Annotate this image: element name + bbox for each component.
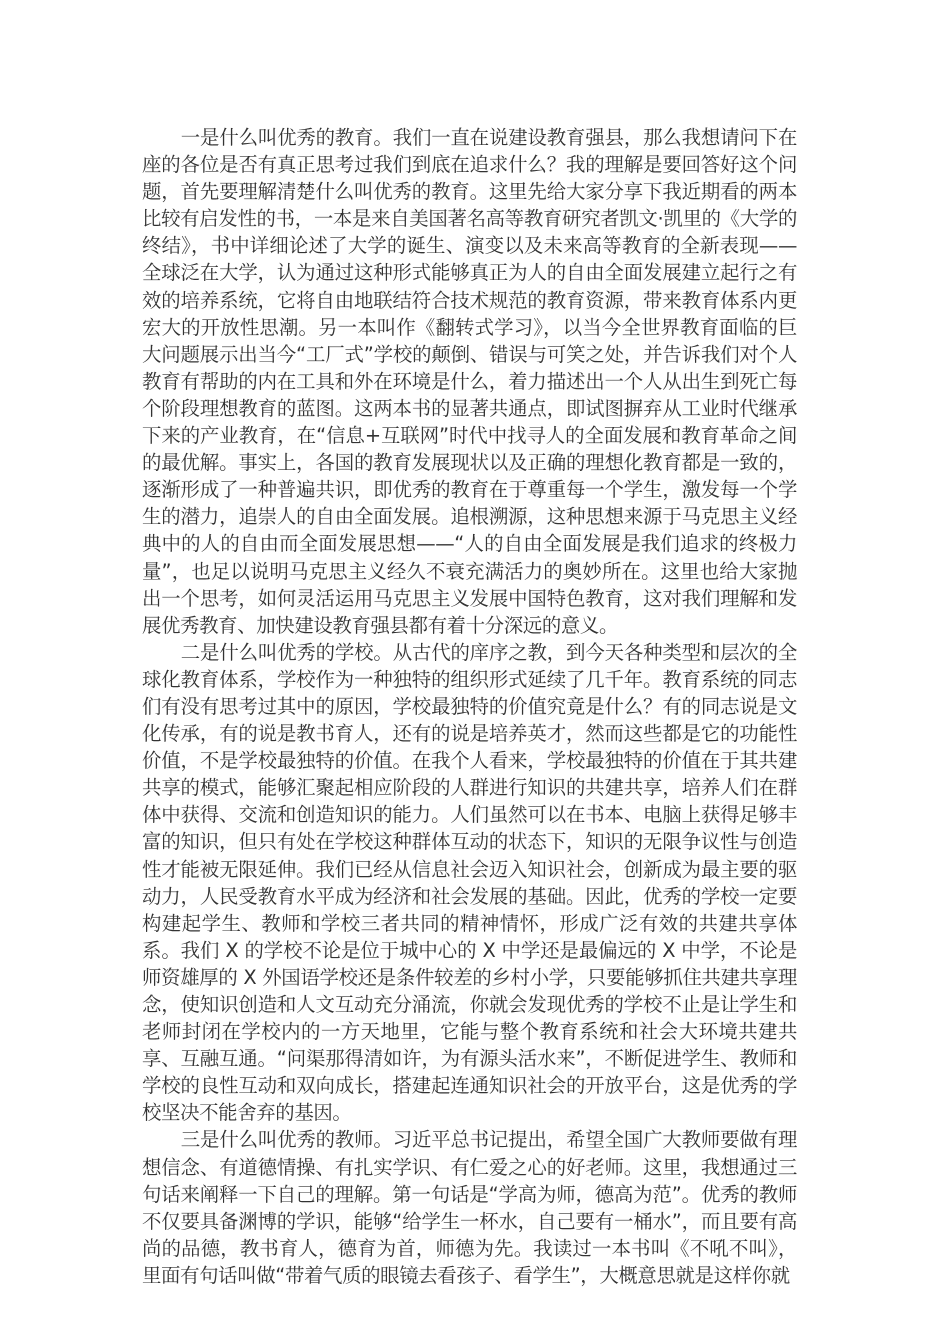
- paragraph-excellent-education: 一是什么叫优秀的教育。我们一直在说建设教育强县，那么我想请问下在座的各位是否有真正思考过我们到底在追求什么？我的理解是要回答好这个问题，首先要理解清楚什么叫优秀的教育。这里先给大家分享下我近期看的两本比较有启发性的书，一本是来自美国著名高等教育研究者凯文·凯里的《大学的终结》，书中详细论述了大学的诞生、演变以及未来高等教育的全新表现——全球泛在大学，认为通过这种形式能够真正为人的自由全面发展建立起行之有效的培养系统，它将自由地联结符合技术规范的教育资源，带来教育体系内更宏大的开放性思潮。另一本叫作《翻转式学习》，以当今全世界教育面临的巨大问题展示出当今“工厂式”学校的颠倒、错误与可笑之处，并告诉我们对个人教育有帮助的内在工具和外在环境是什么，着力描述出一个人从出生到死亡每个阶段理想教育的蓝图。这两本书的显著共通点，即试图摒弃从工业时代继承下来的产业教育，在“信息+互联网”时代中找寻人的全面发展和教育革命之间的最优解。事实上，各国的教育发展现状以及正确的理想化教育都是一致的，逐渐形成了一种普遍共识，即优秀的教育在于尊重每一个学生，激发每一个学生的潜力，追崇人的自由全面发展。追根溯源，这种思想来源于马克思主义经典中的人的自由而全面发展思想——“人的自由全面发展是我们追求的终极力量”，也足以说明马克思主义经久不衰充满活力的奥妙所在。这里也给大家抛出一个思考，如何灵活运用马克思主义发展中国特色教育，这对我们理解和发展优秀教育、加快建设教育强县都有着十分深远的意义。: [142, 126, 797, 637]
- document-page: [142, 124, 797, 1289]
- paragraph-excellent-school: 二是什么叫优秀的学校。从古代的庠序之教，到今天各种类型和层次的全球化教育体系，学校作为一种独特的组织形式延续了几千年。教育系统的同志们有没有思考过其中的原因，学校最独特的价值究竟是什么？有的同志说是文化传承，有的说是教书育人，还有的说是培养英才，然而这些都是它的功能性价值，不是学校最独特的价值。在我个人看来，学校最独特的价值在于其共建共享的模式，能够汇聚起相应阶段的人群进行知识的共建共享，培养人们在群体中获得、交流和创造知识的能力。人们虽然可以在书本、电脑上获得足够丰富的知识，但只有处在学校这种群体互动的状态下，知识的无限争议性与创造性才能被无限延伸。我们已经从信息社会迈入知识社会，创新成为最主要的驱动力，人民受教育水平成为经济和社会发展的基础。因此，优秀的学校一定要构建起学生、教师和学校三者共同的精神情怀，形成广泛有效的共建共享体系。我们 X 的学校不论是位于城中心的 X 中学还是最偏远的 X 中学，不论是师资雄厚的 X 外国语学校还是条件较差的乡村小学，只要能够抓住共建共享理念，使知识创造和人文互动充分涌流，你就会发现优秀的学校不止是让学生和老师封闭在学校内的一方天地里，它能与整个教育系统和社会大环境共建共享、互融互通。“问渠那得清如许，为有源头活水来”，不断促进学生、教师和学校的良性互动和双向成长，搭建起连通知识社会的开放平台，这是优秀的学校坚决不能舍弃的基因。: [142, 640, 797, 1125]
- paragraph-excellent-teacher: 三是什么叫优秀的教师。习近平总书记提出，希望全国广大教师要做有理想信念、有道德情操、有扎实学识、有仁爱之心的好老师。这里，我想通过三句话来阐释一下自己的理解。第一句话是“学高为师，德高为范”。优秀的教师不仅要具备渊博的学识，能够“给学生一杯水，自己要有一桶水”，而且要有高尚的品德，教书育人，德育为首，师德为先。我读过一本书叫《不吼不叫》，里面有句话叫做“带着气质的眼镜去看孩子、看学生”，大概意思就是这样你就: [142, 1128, 797, 1287]
